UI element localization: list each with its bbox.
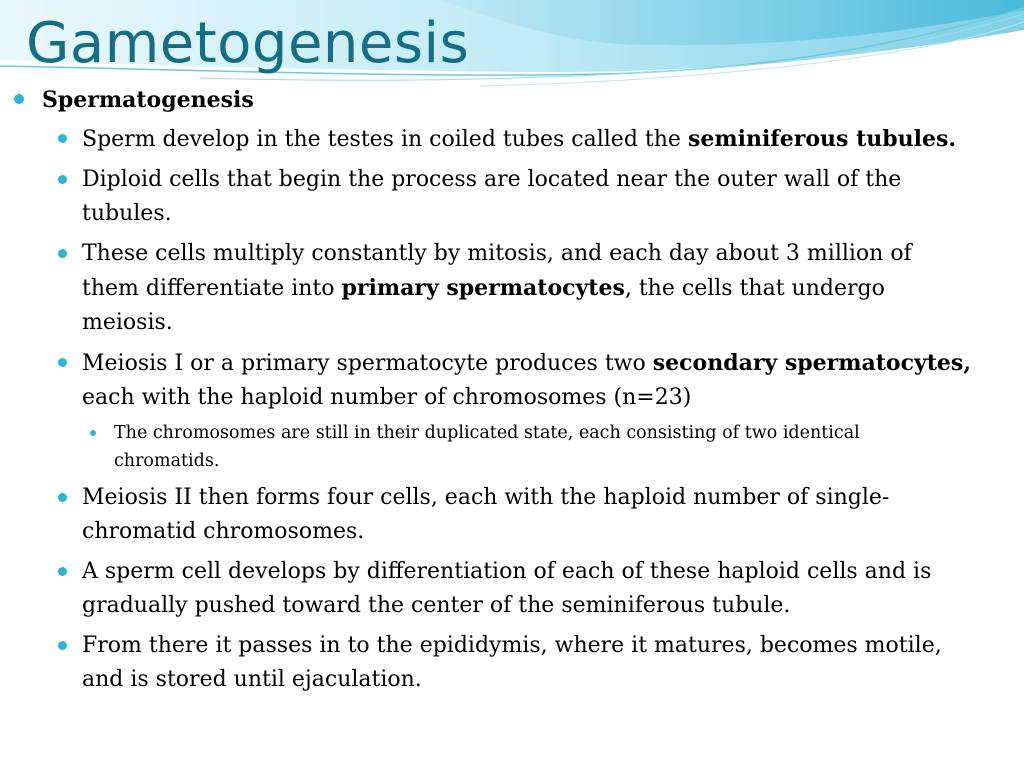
bullet-bold-text: primary spermatocytes	[341, 275, 625, 301]
bullet-bold-text: secondary spermatocytes,	[652, 350, 971, 376]
bullet-item-3	[82, 237, 972, 340]
bullet-dot	[58, 493, 67, 502]
bullet-item-2	[82, 163, 972, 231]
bullet-text-tail: each with the haploid number of chromosomes (n=23)	[82, 385, 692, 410]
bullet-text: Meiosis I or a primary spermatocyte produces two	[82, 351, 653, 376]
sub-bullet-item	[114, 419, 964, 475]
bullet-bold-text: seminiferous tubules.	[687, 126, 957, 152]
bullet-text: These cells multiply constantly by mitosis, and each day about 3 million of them differentiate into	[82, 241, 912, 301]
bullet-text: From there it passes in to the epididymis, where it matures, becomes motile, and is stored until ejaculation.	[82, 633, 942, 692]
bullet-text: Meiosis II then forms four cells, each with the haploid number of single-chromatid chromosomes.	[82, 485, 890, 544]
bullet-dot	[58, 175, 67, 184]
heading-text: Spermatogenesis	[42, 87, 254, 113]
bullet-item-1	[82, 122, 972, 157]
bullet-text: A sperm cell develops by differentiation of each of these haploid cells and is gradually pushed toward the center of the seminiferous tubule.	[82, 559, 932, 618]
slide-body	[0, 84, 1024, 697]
bullet-dot	[58, 641, 67, 650]
bullet-dot	[58, 249, 67, 258]
bullet-dot	[58, 134, 67, 143]
sub-bullet-text: The chromosomes are still in their duplicated state, each consisting of two identical chromatids.	[114, 423, 860, 471]
bullet-dot	[58, 567, 67, 576]
bullet-dot	[14, 94, 24, 104]
bullet-item-7	[82, 629, 972, 697]
heading-bullet	[42, 84, 982, 116]
bullet-dot	[90, 430, 96, 436]
bullet-text: Diploid cells that begin the process are located near the outer wall of the tubules.	[82, 167, 902, 226]
slide-title: Gametogenesis	[26, 11, 470, 76]
bullet-item-5	[82, 481, 972, 549]
bullet-dot	[58, 358, 67, 367]
bullet-item-6	[82, 555, 972, 623]
bullet-item-4	[82, 346, 972, 415]
bullet-text: Sperm develop in the testes in coiled tubes called the	[82, 127, 688, 152]
bullet-text-tail: , the cells that undergo meiosis.	[82, 276, 885, 335]
